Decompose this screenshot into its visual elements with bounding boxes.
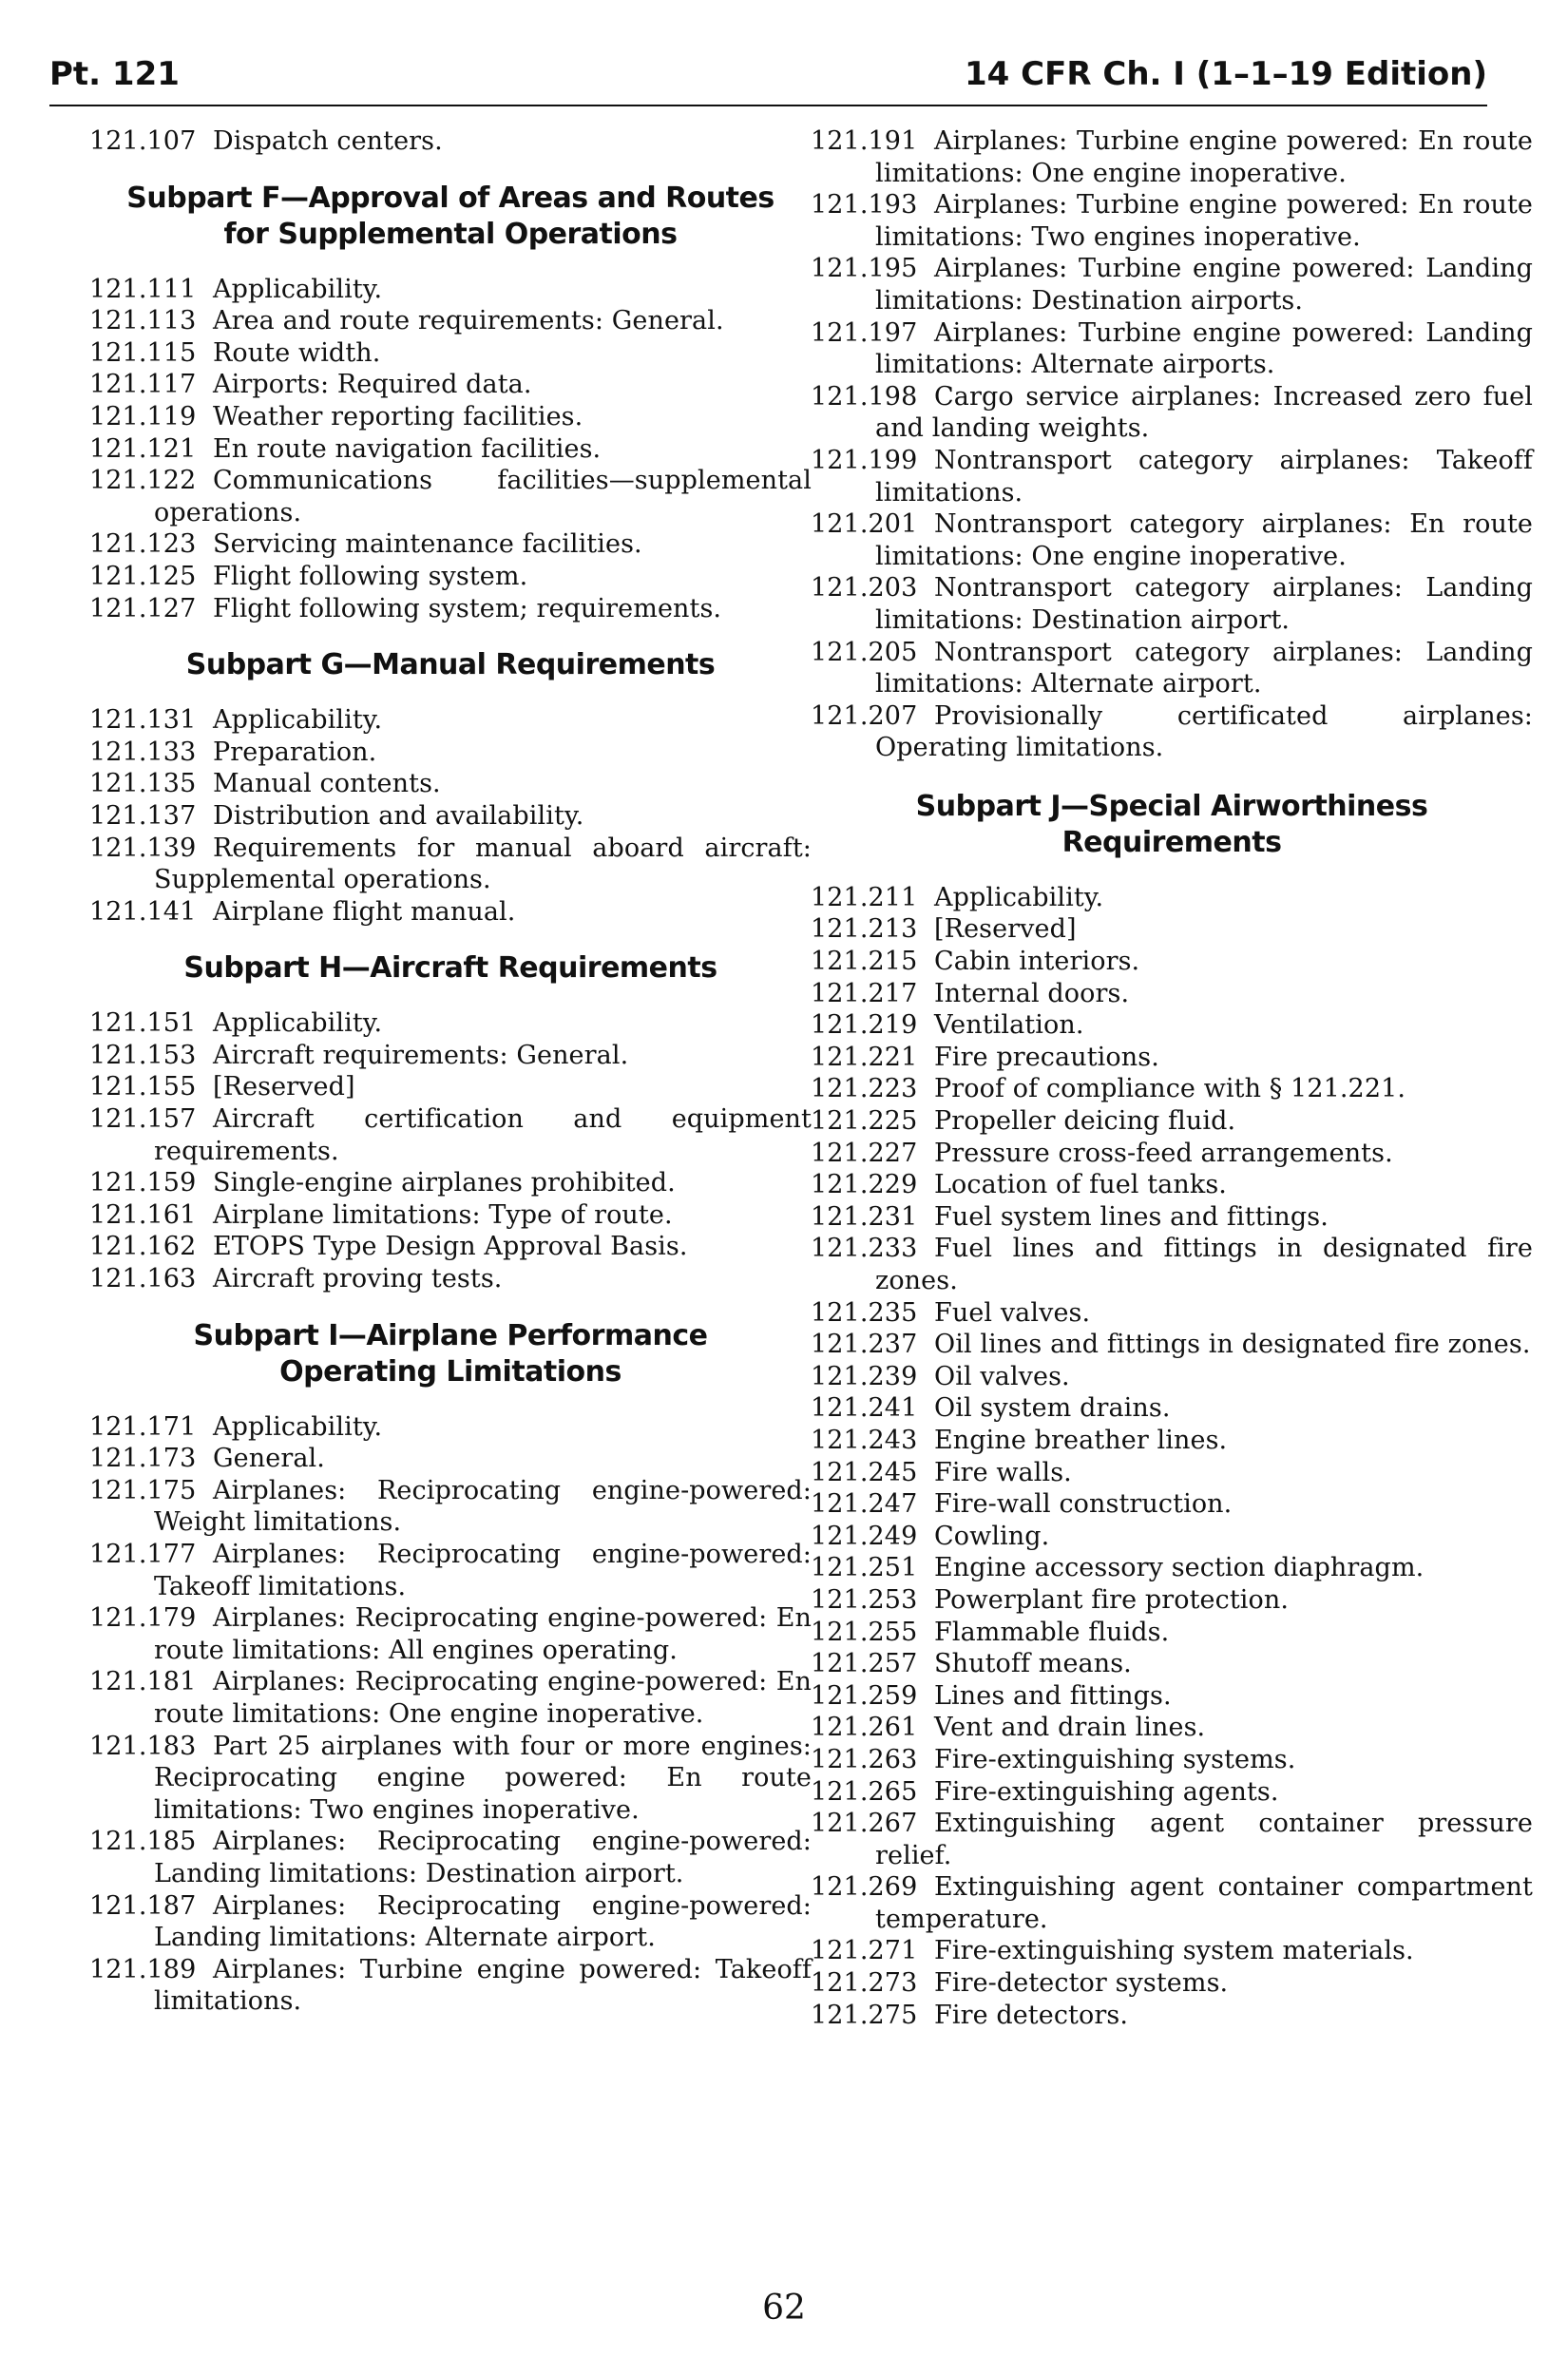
section-title: Flight following system; requirements. bbox=[213, 593, 722, 623]
section-entry bbox=[89, 1411, 812, 1444]
section-number: 121.107 bbox=[89, 126, 197, 156]
subpart-f-heading-line2: for Supplemental Operations bbox=[223, 217, 678, 251]
section-number: 121.157 bbox=[89, 1104, 197, 1135]
section-entry bbox=[89, 1954, 812, 2018]
section-title: Airplanes: Reciprocating engine-powered: Landing limitations: Destination airport. bbox=[154, 1827, 812, 1888]
subpart-i-heading bbox=[89, 1318, 812, 1390]
section-number: 121.183 bbox=[89, 1731, 197, 1761]
section-number: 121.267 bbox=[811, 1809, 918, 1839]
section-entry bbox=[811, 125, 1533, 189]
section-number: 121.235 bbox=[811, 1297, 918, 1328]
section-entry bbox=[89, 593, 812, 625]
section-entry bbox=[89, 896, 812, 929]
section-entry bbox=[89, 1731, 812, 1827]
section-title: Preparation. bbox=[213, 737, 377, 767]
section-entry bbox=[811, 1680, 1533, 1713]
section-number: 121.223 bbox=[811, 1074, 918, 1104]
section-title: Extinguishing agent container pressure relief. bbox=[875, 1809, 1533, 1870]
section-number: 121.203 bbox=[811, 573, 918, 604]
left-column bbox=[89, 125, 812, 2018]
section-number: 121.213 bbox=[811, 914, 918, 945]
section-number: 121.205 bbox=[811, 637, 918, 667]
section-title: Lines and fittings. bbox=[934, 1680, 1172, 1711]
subpart-j-heading-line1: Subpart J—Special Airworthiness bbox=[915, 789, 1428, 823]
section-number: 121.195 bbox=[811, 254, 918, 284]
section-number: 121.243 bbox=[811, 1425, 918, 1455]
section-number: 121.231 bbox=[811, 1201, 918, 1232]
section-title: Fire-extinguishing agents. bbox=[934, 1776, 1279, 1807]
section-entry bbox=[89, 768, 812, 800]
section-entry bbox=[811, 1297, 1533, 1330]
section-number: 121.263 bbox=[811, 1744, 918, 1774]
section-title: Fire-detector systems. bbox=[934, 1968, 1229, 1999]
section-title: Aircraft proving tests. bbox=[213, 1264, 503, 1294]
section-entry bbox=[89, 800, 812, 833]
section-title: Pressure cross-feed arrangements. bbox=[934, 1138, 1393, 1168]
section-title: Shutoff means. bbox=[934, 1649, 1132, 1679]
section-number: 121.271 bbox=[811, 1936, 918, 1966]
subpart-j-heading-line2: Requirements bbox=[1061, 825, 1282, 859]
section-title: Airplanes: Reciprocating engine-powered: Weight limitations. bbox=[154, 1475, 812, 1538]
section-number: 121.265 bbox=[811, 1776, 918, 1807]
section-number: 121.121 bbox=[89, 433, 197, 464]
section-entry bbox=[89, 1666, 812, 1730]
section-entry bbox=[811, 1584, 1533, 1617]
section-entry bbox=[89, 561, 812, 593]
section-title: Manual contents. bbox=[213, 769, 441, 799]
section-number: 121.211 bbox=[811, 882, 918, 912]
section-entry bbox=[89, 1443, 812, 1475]
section-title: Engine accessory section diaphragm. bbox=[934, 1553, 1425, 1583]
section-entry bbox=[811, 1009, 1533, 1042]
section-entry bbox=[811, 1871, 1533, 1935]
section-title: Extinguishing agent container compartment temperature. bbox=[875, 1872, 1533, 1934]
section-number: 121.123 bbox=[89, 529, 197, 560]
section-title: Ventilation. bbox=[934, 1010, 1084, 1041]
section-title: Oil valves. bbox=[934, 1361, 1070, 1391]
section-entry bbox=[811, 1138, 1533, 1170]
section-title: Distribution and availability. bbox=[213, 800, 584, 831]
section-number: 121.137 bbox=[89, 800, 197, 831]
section-number: 121.215 bbox=[811, 947, 918, 977]
section-title: Vent and drain lines. bbox=[934, 1713, 1206, 1743]
section-number: 121.193 bbox=[811, 190, 918, 220]
section-number: 121.122 bbox=[89, 466, 197, 496]
section-number: 121.197 bbox=[811, 317, 918, 348]
section-title: Airplanes: Turbine engine powered: En route limitations: Two engines inoperative. bbox=[875, 190, 1533, 252]
section-entry bbox=[811, 700, 1533, 764]
section-entry bbox=[811, 978, 1533, 1010]
section-number: 121.162 bbox=[89, 1232, 197, 1262]
section-number: 121.153 bbox=[89, 1040, 197, 1070]
section-entry bbox=[811, 637, 1533, 700]
section-entry bbox=[89, 433, 812, 466]
section-entry bbox=[811, 1648, 1533, 1680]
section-entry bbox=[89, 369, 812, 401]
section-entry bbox=[811, 913, 1533, 946]
section-title: Powerplant fire protection. bbox=[934, 1584, 1290, 1615]
section-title: Airplanes: Turbine engine powered: En route limitations: One engine inoperative. bbox=[875, 126, 1533, 188]
section-title: Location of fuel tanks. bbox=[934, 1170, 1227, 1200]
section-entry bbox=[89, 704, 812, 737]
section-entry bbox=[89, 737, 812, 769]
section-entry bbox=[811, 1744, 1533, 1776]
section-number: 121.131 bbox=[89, 705, 197, 736]
section-title: Cowling. bbox=[934, 1521, 1050, 1551]
section-entry bbox=[89, 1263, 812, 1295]
section-number: 121.219 bbox=[811, 1010, 918, 1041]
section-entry bbox=[811, 1488, 1533, 1521]
section-entry bbox=[811, 882, 1533, 914]
section-title: Nontransport category airplanes: Landing limitations: Alternate airport. bbox=[875, 637, 1533, 699]
section-title: Fuel system lines and fittings. bbox=[934, 1201, 1329, 1232]
section-number: 121.115 bbox=[89, 337, 197, 368]
section-title: Nontransport category airplanes: Landing limitations: Destination airport. bbox=[875, 573, 1533, 635]
section-entry bbox=[811, 317, 1533, 381]
section-entry bbox=[811, 1617, 1533, 1649]
section-entry bbox=[811, 1935, 1533, 1967]
section-number: 121.241 bbox=[811, 1393, 918, 1424]
section-entry bbox=[811, 1073, 1533, 1105]
section-entry bbox=[811, 1967, 1533, 2000]
section-entry bbox=[89, 1071, 812, 1103]
section-number: 121.187 bbox=[89, 1890, 197, 1921]
subpart-h-entries bbox=[89, 1007, 812, 1294]
subpart-f-heading bbox=[89, 181, 812, 253]
section-number: 121.175 bbox=[89, 1475, 197, 1505]
subpart-j-heading bbox=[811, 789, 1533, 861]
section-number: 121.237 bbox=[811, 1330, 918, 1360]
section-number: 121.139 bbox=[89, 833, 197, 863]
section-number: 121.181 bbox=[89, 1667, 197, 1697]
section-title: Dispatch centers. bbox=[213, 126, 443, 156]
section-number: 121.199 bbox=[811, 445, 918, 475]
section-title: Applicability. bbox=[213, 1008, 383, 1039]
section-entry bbox=[811, 1329, 1533, 1361]
section-entry bbox=[811, 1361, 1533, 1393]
subpart-f-heading-line1: Subpart F—Approval of Areas and Routes bbox=[126, 181, 774, 215]
section-number: 121.261 bbox=[811, 1713, 918, 1743]
section-entry bbox=[89, 833, 812, 896]
section-title: Fire-extinguishing systems. bbox=[934, 1744, 1296, 1774]
subpart-f-entries bbox=[89, 274, 812, 625]
section-title: Nontransport category airplanes: En route limitations: One engine inoperative. bbox=[875, 509, 1533, 571]
section-entry bbox=[89, 1231, 812, 1263]
section-title: Airplanes: Reciprocating engine-powered: En route limitations: One engine inoperative. bbox=[154, 1667, 812, 1729]
section-title: Fuel valves. bbox=[934, 1297, 1091, 1328]
section-number: 121.227 bbox=[811, 1138, 918, 1168]
section-title: Engine breather lines. bbox=[934, 1425, 1228, 1455]
section-entry bbox=[89, 1103, 812, 1167]
section-entry bbox=[89, 528, 812, 561]
section-title: Airplane flight manual. bbox=[213, 896, 516, 927]
section-title: Fuel lines and fittings in designated fire zones. bbox=[875, 1234, 1533, 1295]
section-title: Weather reporting facilities. bbox=[213, 401, 583, 431]
section-number: 121.127 bbox=[89, 593, 197, 623]
section-entry bbox=[811, 1712, 1533, 1744]
section-entry bbox=[811, 381, 1533, 445]
section-number: 121.253 bbox=[811, 1584, 918, 1615]
section-title: Oil system drains. bbox=[934, 1393, 1171, 1424]
section-title: Airplanes: Turbine engine powered: Takeoff limitations. bbox=[154, 1954, 812, 2017]
section-title: Requirements for manual aboard aircraft: Supplemental operations. bbox=[154, 833, 812, 895]
subpart-i-heading-line1: Subpart I—Airplane Performance bbox=[193, 1318, 708, 1352]
subpart-i-entries bbox=[89, 1411, 812, 2018]
section-entry bbox=[89, 125, 812, 158]
page-number: 62 bbox=[762, 2289, 806, 2328]
section-title: Propeller deicing fluid. bbox=[934, 1106, 1236, 1137]
section-title: Communications facilities—supplemental operations. bbox=[154, 466, 812, 527]
section-title: Airplanes: Reciprocating engine-powered: En route limitations: All engines operating. bbox=[154, 1603, 812, 1665]
section-number: 121.273 bbox=[811, 1968, 918, 1999]
section-entry bbox=[89, 337, 812, 370]
section-entry bbox=[811, 1042, 1533, 1074]
section-number: 121.251 bbox=[811, 1553, 918, 1583]
section-entry bbox=[811, 1457, 1533, 1489]
entry-group-top-right bbox=[811, 125, 1533, 764]
section-title: Applicability. bbox=[213, 274, 383, 304]
section-number: 121.259 bbox=[811, 1680, 918, 1711]
section-number: 121.275 bbox=[811, 2000, 918, 2030]
section-entry bbox=[811, 1201, 1533, 1234]
section-number: 121.171 bbox=[89, 1411, 197, 1442]
section-title: Airplanes: Turbine engine powered: Landing limitations: Alternate airports. bbox=[875, 317, 1533, 380]
section-number: 121.155 bbox=[89, 1072, 197, 1102]
section-entry bbox=[811, 572, 1533, 636]
section-entry bbox=[811, 1392, 1533, 1425]
section-number: 121.201 bbox=[811, 509, 918, 540]
section-entry bbox=[89, 1167, 812, 1199]
section-number: 121.185 bbox=[89, 1827, 197, 1857]
section-number: 121.119 bbox=[89, 401, 197, 431]
section-entry bbox=[811, 1233, 1533, 1296]
subpart-g-entries bbox=[89, 704, 812, 928]
section-number: 121.135 bbox=[89, 769, 197, 799]
section-entry bbox=[89, 1475, 812, 1539]
section-number: 121.221 bbox=[811, 1042, 918, 1072]
section-title: Airplanes: Reciprocating engine-powered: Takeoff limitations. bbox=[154, 1540, 812, 1601]
section-entry bbox=[811, 2000, 1533, 2032]
section-entry bbox=[811, 189, 1533, 253]
section-title: Applicability. bbox=[934, 882, 1104, 912]
section-number: 121.233 bbox=[811, 1234, 918, 1264]
section-title: Fire detectors. bbox=[934, 2000, 1128, 2030]
section-entry bbox=[89, 1602, 812, 1666]
section-number: 121.207 bbox=[811, 700, 918, 731]
section-number: 121.173 bbox=[89, 1444, 197, 1474]
section-title: ETOPS Type Design Approval Basis. bbox=[213, 1232, 688, 1262]
section-entry bbox=[89, 1826, 812, 1889]
section-entry bbox=[89, 1199, 812, 1232]
section-entry bbox=[89, 1890, 812, 1954]
section-title: Fire-wall construction. bbox=[934, 1489, 1233, 1520]
section-title: Fire-extinguishing system materials. bbox=[934, 1936, 1414, 1966]
section-title: Fire walls. bbox=[934, 1457, 1072, 1487]
section-title: Oil lines and fittings in designated fire zones. bbox=[934, 1330, 1531, 1360]
section-number: 121.245 bbox=[811, 1457, 918, 1487]
section-title: Flammable fluids. bbox=[934, 1617, 1170, 1647]
section-title: Cabin interiors. bbox=[934, 947, 1140, 977]
section-entry bbox=[811, 1552, 1533, 1584]
section-number: 121.113 bbox=[89, 306, 197, 336]
section-entry bbox=[811, 1808, 1533, 1871]
section-title: Airports: Required data. bbox=[213, 370, 532, 400]
section-title: Airplanes: Turbine engine powered: Landing limitations: Destination airports. bbox=[875, 254, 1533, 316]
section-entry bbox=[811, 1425, 1533, 1457]
section-number: 121.111 bbox=[89, 274, 197, 304]
section-title: Area and route requirements: General. bbox=[213, 306, 724, 336]
section-title: Flight following system. bbox=[213, 561, 528, 591]
section-entry bbox=[811, 445, 1533, 508]
subpart-j-entries bbox=[811, 882, 1533, 2031]
entry-group-top bbox=[89, 125, 812, 158]
section-title: Cargo service airplanes: Increased zero fuel and landing weights. bbox=[875, 381, 1533, 444]
section-title: Servicing maintenance facilities. bbox=[213, 529, 642, 560]
section-title: Applicability. bbox=[213, 705, 383, 736]
section-entry bbox=[89, 1007, 812, 1040]
section-number: 121.141 bbox=[89, 896, 197, 927]
section-number: 121.133 bbox=[89, 737, 197, 767]
section-title: En route navigation facilities. bbox=[213, 433, 602, 464]
section-title: Fire precautions. bbox=[934, 1042, 1159, 1072]
section-title: General. bbox=[213, 1444, 325, 1474]
section-entry bbox=[811, 1776, 1533, 1809]
section-entry bbox=[89, 305, 812, 337]
section-number: 121.225 bbox=[811, 1106, 918, 1137]
section-number: 121.191 bbox=[811, 126, 918, 156]
section-title: Route width. bbox=[213, 337, 381, 368]
section-number: 121.161 bbox=[89, 1199, 197, 1230]
section-entry bbox=[811, 1169, 1533, 1201]
section-entry bbox=[89, 1040, 812, 1072]
subpart-g-heading: Subpart G—Manual Requirements bbox=[185, 648, 716, 682]
section-number: 121.125 bbox=[89, 561, 197, 591]
part-label: Pt. 121 bbox=[49, 55, 180, 93]
section-title: Provisionally certificated airplanes: Operating limitations. bbox=[875, 700, 1533, 763]
section-entry bbox=[811, 1105, 1533, 1138]
subpart-i-heading-line2: Operating Limitations bbox=[279, 1354, 621, 1389]
subpart-h-heading: Subpart H—Aircraft Requirements bbox=[183, 951, 717, 986]
section-number: 121.239 bbox=[811, 1361, 918, 1391]
section-number: 121.257 bbox=[811, 1649, 918, 1679]
right-column bbox=[811, 125, 1533, 2031]
section-entry bbox=[89, 1539, 812, 1602]
section-number: 121.189 bbox=[89, 1954, 197, 1984]
section-number: 121.163 bbox=[89, 1264, 197, 1294]
section-title: Aircraft certification and equipment requirements. bbox=[154, 1104, 812, 1166]
section-title: Applicability. bbox=[213, 1411, 383, 1442]
section-number: 121.159 bbox=[89, 1168, 197, 1198]
section-entry bbox=[811, 508, 1533, 572]
section-number: 121.229 bbox=[811, 1170, 918, 1200]
section-title: [Reserved] bbox=[934, 914, 1077, 945]
edition-label: 14 CFR Ch. I (1–1–19 Edition) bbox=[965, 55, 1487, 93]
section-title: Proof of compliance with § 121.221. bbox=[934, 1074, 1406, 1104]
section-title: [Reserved] bbox=[213, 1072, 355, 1102]
section-title: Nontransport category airplanes: Takeoff limitations. bbox=[875, 445, 1533, 508]
section-entry bbox=[89, 465, 812, 528]
section-number: 121.217 bbox=[811, 978, 918, 1008]
section-number: 121.117 bbox=[89, 370, 197, 400]
section-number: 121.247 bbox=[811, 1489, 918, 1520]
section-entry bbox=[89, 401, 812, 433]
section-entry bbox=[811, 946, 1533, 978]
section-number: 121.255 bbox=[811, 1617, 918, 1647]
section-entry bbox=[811, 1521, 1533, 1553]
section-entry bbox=[811, 253, 1533, 316]
section-number: 121.179 bbox=[89, 1603, 197, 1634]
section-title: Airplanes: Reciprocating engine-powered: Landing limitations: Alternate airport. bbox=[154, 1890, 812, 1953]
section-number: 121.269 bbox=[811, 1872, 918, 1903]
section-title: Part 25 airplanes with four or more engines: Reciprocating engine powered: En route limitations: Two engines inoperative. bbox=[154, 1731, 812, 1825]
section-title: Aircraft requirements: General. bbox=[213, 1040, 629, 1070]
section-number: 121.177 bbox=[89, 1540, 197, 1569]
section-number: 121.151 bbox=[89, 1008, 197, 1039]
section-entry bbox=[89, 274, 812, 306]
section-number: 121.198 bbox=[811, 381, 918, 412]
section-title: Single-engine airplanes prohibited. bbox=[213, 1168, 676, 1198]
section-title: Internal doors. bbox=[934, 978, 1130, 1008]
page-header bbox=[49, 48, 1487, 106]
section-title: Airplane limitations: Type of route. bbox=[213, 1199, 673, 1230]
section-number: 121.249 bbox=[811, 1521, 918, 1551]
